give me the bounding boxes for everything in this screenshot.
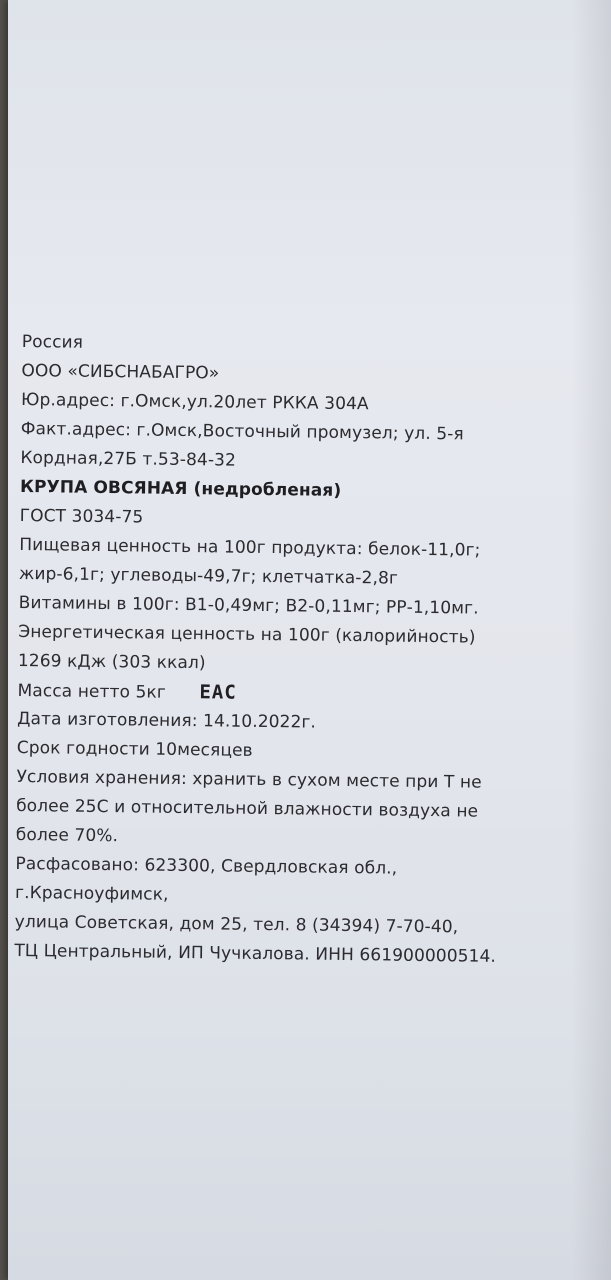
standard-line: ГОСТ 3034-75 — [19, 505, 144, 528]
energy-line-2: 1269 кДж (303 ккал) — [17, 650, 206, 674]
eac-mark-icon: ЕАС — [199, 681, 237, 704]
actual-address-line-1: Факт.адрес: г.Омск,Восточный промузел; ул. 5-я — [20, 418, 464, 445]
product-name-line: КРУПА ОВСЯНАЯ (недробленая) — [19, 476, 342, 501]
label-paper — [8, 0, 611, 1280]
legal-address-line: Юр.адрес: г.Омск,ул.20лет РККА 304А — [20, 389, 369, 415]
manufacture-date-line: Дата изготовления: 14.10.2022г. — [17, 708, 317, 733]
packed-line-3: улица Советская, дом 25, тел. 8 (34394) 7-70-40, — [14, 911, 459, 938]
packed-line-2: г.Красноуфимск, — [14, 882, 169, 905]
label-text-block — [14, 328, 607, 973]
storage-line-2: более 25С и относительной влажности воздуха не — [16, 795, 479, 822]
vitamins-line: Витамины в 100г: В1-0,49мг; В2-0,11мг; РР-1,10мг. — [18, 592, 479, 619]
nutrition-line-2: жир-6,1г; углеводы-49,7г; клетчатка-2,8г — [18, 563, 399, 589]
country-line: Россия — [21, 331, 84, 353]
shelf-life-line: Срок годности 10месяцев — [16, 737, 253, 761]
energy-line-1: Энергетическая ценность на 100г (калорийность) — [18, 621, 476, 648]
storage-line-1: Условия хранения: хранить в сухом месте при Т не — [16, 766, 482, 793]
nutrition-line-1: Пищевая ценность на 100г продукта: белок-11,0г; — [19, 534, 481, 561]
net-mass-text: Масса нетто 5кг — [17, 680, 166, 703]
packed-line-1: Расфасовано: 623300, Свердловская обл., — [15, 853, 398, 879]
actual-address-line-2: Кордная,27Б т.53-84-32 — [20, 447, 237, 471]
company-line: ООО «СИБСНАБАГРО» — [21, 360, 220, 384]
storage-line-3: более 70%. — [15, 824, 119, 847]
packed-line-4: ТЦ Центральный, ИП Чучкалова. ИНН 661900000514. — [14, 940, 497, 967]
